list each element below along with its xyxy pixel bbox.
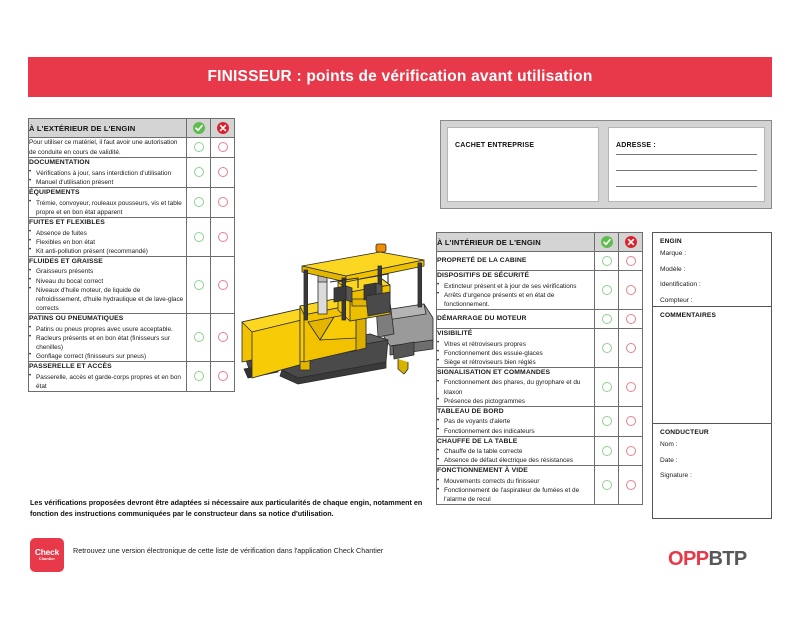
- checklist-bullet: • Arrêts d'urgence présents et en état de fonctionnement.: [437, 291, 594, 309]
- checklist-bullet: • Pas de voyants d'alerte: [437, 417, 594, 426]
- table-row: [437, 367, 643, 406]
- circle-not-ok-icon[interactable]: [626, 256, 636, 266]
- checkbox-not-ok[interactable]: [211, 188, 235, 218]
- conducteur-field-nom[interactable]: Nom :: [660, 441, 678, 448]
- table-row: [29, 158, 235, 188]
- adresse-line-1: [616, 154, 757, 155]
- table-row: [437, 252, 643, 271]
- checklist-bullet: • Kit anti-pollution présent (recommandé): [29, 247, 186, 256]
- checklist-bullet: • Flexibles en bon état: [29, 238, 186, 247]
- checklist-intro-text: Pour utiliser ce matériel, il faut avoir une autorisation de conduite en cours de validité.: [29, 139, 178, 156]
- checkbox-not-ok[interactable]: [619, 271, 643, 310]
- checkbox-ok[interactable]: [595, 406, 619, 436]
- checklist-bullet: • Mouvements corrects du finisseur: [437, 477, 594, 486]
- checkbox-ok[interactable]: [595, 328, 619, 367]
- table-row: [29, 188, 235, 218]
- checkbox-not-ok[interactable]: [211, 256, 235, 313]
- checklist-section-title: FONCTIONNEMENT À VIDE: [437, 467, 528, 475]
- checkbox-ok[interactable]: [187, 217, 211, 256]
- checkbox-ok[interactable]: [187, 158, 211, 188]
- checklist-bullet: • Niveaux d'huile moteur, de liquide de refroidissement, d'huile hydraulique et de lave-glace corrects: [29, 286, 186, 313]
- checklist-section-title: ÉQUIPEMENTS: [29, 189, 80, 197]
- circle-not-ok-icon[interactable]: [626, 446, 636, 456]
- circle-not-ok-icon[interactable]: [218, 332, 228, 342]
- circle-ok-icon[interactable]: [602, 480, 612, 490]
- checklist-bullet: • Chauffe de la table correcte: [437, 447, 594, 456]
- circle-ok-icon[interactable]: [602, 285, 612, 295]
- circle-not-ok-icon[interactable]: [218, 280, 228, 290]
- checkbox-not-ok[interactable]: [619, 252, 643, 271]
- checklist-bullet-list: [29, 373, 186, 391]
- conducteur-field-date[interactable]: Date :: [660, 456, 678, 464]
- page-banner: [28, 57, 772, 97]
- checklist-item-cell: [437, 309, 595, 328]
- checklist-bullet-list: [437, 417, 594, 435]
- checklist-item-cell: [29, 256, 187, 313]
- adresse-label: ADRESSE :: [616, 142, 656, 149]
- checklist-section-title: FLUIDES ET GRAISSE: [29, 257, 103, 265]
- checklist-item-cell: [29, 313, 187, 361]
- header-no-icon-cell: [211, 119, 235, 138]
- header-no-icon-cell: [619, 233, 643, 252]
- checklist-bullet: • Manuel d'utilisation présent: [29, 178, 186, 187]
- checklist-bullet: • Fonctionnement des indicateurs: [437, 427, 594, 436]
- checklist-item-cell: [437, 367, 595, 406]
- checklist-bullet-list: [29, 199, 186, 217]
- engin-field-marque[interactable]: Marque :: [660, 250, 687, 257]
- checkbox-ok[interactable]: [187, 138, 211, 158]
- circle-ok-icon[interactable]: [194, 280, 204, 290]
- checklist-bullet-list: [437, 378, 594, 405]
- adresse-line-2: [616, 170, 757, 171]
- checklist-bullet: • Absence de défaut électrique des résistances: [437, 456, 594, 465]
- check-chantier-logo-icon[interactable]: [30, 538, 64, 572]
- checklist-item-cell: [437, 271, 595, 310]
- table-row: [437, 466, 643, 505]
- checklist-section-title: DISPOSITIFS DE SÉCURITÉ: [437, 272, 530, 279]
- cachet-entreprise-box[interactable]: [447, 127, 599, 202]
- table-row: [29, 256, 235, 313]
- checkbox-not-ok[interactable]: [619, 436, 643, 466]
- company-stamp-panel: [440, 120, 772, 209]
- checklist-bullet-list: [29, 229, 186, 256]
- checklist-bullet: • Racleurs présents et en bon état (finisseurs sur chenilles): [29, 334, 186, 352]
- table-row: [29, 313, 235, 361]
- checklist-bullet: • Patins ou pneus propres avec usure acceptable.: [29, 325, 186, 334]
- checkbox-ok[interactable]: [595, 367, 619, 406]
- adresse-box[interactable]: [608, 127, 765, 202]
- table-row: [437, 309, 643, 328]
- checkbox-ok[interactable]: [595, 252, 619, 271]
- table-row: [437, 406, 643, 436]
- finisseur-illustration: [238, 222, 436, 397]
- checklist-bullet: • Vérifications à jour, sans interdiction d'utilisation: [29, 169, 186, 178]
- checklist-item-cell: [29, 138, 187, 158]
- table-header-row: [437, 233, 643, 252]
- circle-ok-icon[interactable]: [602, 314, 612, 324]
- table-row: [29, 361, 235, 391]
- adresse-line-3: [616, 186, 757, 187]
- circle-ok-icon[interactable]: [194, 371, 204, 381]
- circle-ok-icon[interactable]: [194, 332, 204, 342]
- paver-machine-icon: [238, 222, 436, 397]
- check-logo-line1: Check: [34, 547, 60, 558]
- interior-table-body: [437, 252, 643, 505]
- checklist-section-title: TABLEAU DE BORD: [437, 407, 504, 415]
- table-row: [437, 328, 643, 367]
- circle-ok-icon[interactable]: [194, 142, 204, 152]
- checklist-bullet-list: [437, 447, 594, 465]
- oppbtp-logo-gray: BTP: [708, 548, 747, 570]
- checkbox-ok[interactable]: [187, 361, 211, 391]
- check-icon: [193, 122, 205, 134]
- checkbox-not-ok[interactable]: [211, 138, 235, 158]
- circle-not-ok-icon[interactable]: [218, 167, 228, 177]
- checklist-bullet-list: [29, 267, 186, 312]
- checklist-bullet-list: [29, 169, 186, 187]
- commentaires-block[interactable]: [653, 307, 771, 424]
- circle-not-ok-icon[interactable]: [626, 416, 636, 426]
- checklist-section-title: DOCUMENTATION: [29, 159, 90, 167]
- checkbox-ok[interactable]: [187, 188, 211, 218]
- checklist-item-cell: [437, 406, 595, 436]
- checklist-item-cell: [437, 328, 595, 367]
- table-row: [437, 436, 643, 466]
- circle-ok-icon[interactable]: [602, 343, 612, 353]
- circle-not-ok-icon[interactable]: [626, 480, 636, 490]
- checklist-section-title: DÉMARRAGE DU MOTEUR: [437, 314, 527, 322]
- close-icon: [217, 122, 229, 134]
- checkbox-ok[interactable]: [595, 309, 619, 328]
- interior-checklist-table: [436, 232, 643, 505]
- circle-ok-icon[interactable]: [602, 382, 612, 392]
- circle-not-ok-icon[interactable]: [218, 371, 228, 381]
- table-row: [29, 138, 235, 158]
- checklist-section-title: PROPRETÉ DE LA CABINE: [437, 256, 527, 264]
- footer-disclaimer: Les vérifications proposées devront être adaptées si nécessaire aux particularités de chaque engin, notamment en fonction des instructions communiquées par le constructeur dans sa notice d'utilisation.: [30, 498, 423, 518]
- checklist-bullet: • Gonflage correct (finisseurs sur pneus): [29, 352, 186, 361]
- checklist-bullet-list: [437, 340, 594, 367]
- checklist-bullet: • Trémie, convoyeur, rouleaux pousseurs, vis et table propre et en bon état apparent: [29, 199, 186, 217]
- checklist-item-cell: [29, 158, 187, 188]
- engin-title: ENGIN: [660, 238, 682, 245]
- checklist-item-cell: [437, 466, 595, 505]
- checkbox-not-ok[interactable]: [211, 217, 235, 256]
- checklist-item-cell: [29, 217, 187, 256]
- checklist-item-cell: [437, 252, 595, 271]
- conducteur-field-signature[interactable]: Signature :: [660, 472, 692, 479]
- checklist-bullet: • Siège et rétroviseurs bien réglés: [437, 358, 594, 367]
- checklist-bullet: • Fonctionnement des phares, du gyrophare et du klaxon: [437, 378, 594, 396]
- table-row: [29, 217, 235, 256]
- checkbox-ok[interactable]: [187, 313, 211, 361]
- checkbox-not-ok[interactable]: [619, 309, 643, 328]
- checklist-bullet: • Vitres et rétroviseurs propres: [437, 340, 594, 349]
- circle-not-ok-icon[interactable]: [626, 343, 636, 353]
- checklist-bullet: • Absence de fuites: [29, 229, 186, 238]
- checklist-item-cell: [437, 436, 595, 466]
- checklist-section-title: PATINS OU PNEUMATIQUES: [29, 314, 124, 322]
- circle-not-ok-icon[interactable]: [626, 285, 636, 295]
- checkbox-not-ok[interactable]: [211, 361, 235, 391]
- exterior-table-body: [29, 138, 235, 392]
- oppbtp-logo-red: OPP: [668, 548, 709, 570]
- engin-block: [653, 233, 771, 307]
- commentaires-title: COMMENTAIRES: [660, 312, 717, 319]
- checklist-bullet: • Graisseurs présents: [29, 267, 186, 276]
- circle-ok-icon[interactable]: [602, 446, 612, 456]
- table-row: [437, 271, 643, 310]
- checkbox-not-ok[interactable]: [619, 328, 643, 367]
- checkbox-ok[interactable]: [187, 256, 211, 313]
- header-ok-icon-cell: [187, 119, 211, 138]
- check-icon: [601, 236, 613, 248]
- checkbox-ok[interactable]: [595, 466, 619, 505]
- circle-ok-icon[interactable]: [194, 232, 204, 242]
- checklist-item-cell: [29, 188, 187, 218]
- checklist-bullet: • Passerelle, accès et garde-corps propres et en bon état: [29, 373, 186, 391]
- checkbox-ok[interactable]: [595, 436, 619, 466]
- check-chantier-promo: [30, 538, 440, 572]
- checklist-bullet: • Fonctionnement de l'aspirateur de fumées et de l'alarme de recul: [437, 486, 594, 504]
- interior-table-title: À L'INTÉRIEUR DE L'ENGIN: [437, 233, 595, 252]
- circle-ok-icon[interactable]: [194, 197, 204, 207]
- conducteur-title: CONDUCTEUR: [660, 429, 709, 436]
- circle-not-ok-icon[interactable]: [626, 314, 636, 324]
- conducteur-block: [653, 424, 771, 518]
- table-header-row: [29, 119, 235, 138]
- checklist-section-title: CHAUFFE DE LA TABLE: [437, 437, 518, 445]
- circle-ok-icon[interactable]: [194, 167, 204, 177]
- close-icon: [625, 236, 637, 248]
- circle-not-ok-icon[interactable]: [218, 197, 228, 207]
- checkbox-not-ok[interactable]: [211, 313, 235, 361]
- checklist-bullet: • Niveau du bocal correct: [29, 277, 186, 286]
- circle-not-ok-icon[interactable]: [218, 232, 228, 242]
- oppbtp-logo: [668, 548, 747, 571]
- engin-field-identification[interactable]: Identification :: [660, 281, 701, 288]
- checklist-section-title: PASSERELLE ET ACCÈS: [29, 362, 112, 370]
- check-logo-line2: Chantier: [38, 557, 56, 562]
- check-chantier-text: Retrouvez une version électronique de cette liste de vérification dans l'application Check Chantier: [73, 546, 384, 555]
- checklist-section-title: SIGNALISATION ET COMMANDES: [437, 368, 551, 376]
- circle-not-ok-icon[interactable]: [218, 142, 228, 152]
- checklist-bullet-list: [29, 325, 186, 361]
- checklist-item-cell: [29, 361, 187, 391]
- checklist-bullet-list: [437, 477, 594, 504]
- checkbox-not-ok[interactable]: [211, 158, 235, 188]
- checkbox-not-ok[interactable]: [619, 406, 643, 436]
- checkbox-not-ok[interactable]: [619, 367, 643, 406]
- checklist-section-title: VISIBILITÉ: [437, 329, 473, 337]
- cachet-entreprise-label: CACHET ENTREPRISE: [455, 142, 535, 149]
- checkbox-not-ok[interactable]: [619, 466, 643, 505]
- checklist-bullet: • Extincteur présent et à jour de ses vérifications: [437, 282, 594, 291]
- engin-field-compteur[interactable]: Compteur :: [660, 296, 693, 304]
- exterior-checklist-table: [28, 118, 235, 392]
- exterior-table-title: À L'EXTÉRIEUR DE L'ENGIN: [29, 119, 187, 138]
- circle-ok-icon[interactable]: [602, 416, 612, 426]
- adresse-writing-lines: [616, 154, 757, 202]
- page-title: FINISSEUR : points de vérification avant utilisation: [207, 68, 593, 85]
- checklist-bullet-list: [437, 282, 594, 309]
- machine-info-column: [652, 232, 772, 519]
- checklist-bullet: • Fonctionnement des essuie-glaces: [437, 349, 594, 358]
- circle-ok-icon[interactable]: [602, 256, 612, 266]
- checkbox-ok[interactable]: [595, 271, 619, 310]
- engin-field-modele[interactable]: Modèle :: [660, 265, 686, 273]
- checklist-section-title: FUITES ET FLEXIBLES: [29, 218, 105, 226]
- header-ok-icon-cell: [595, 233, 619, 252]
- circle-not-ok-icon[interactable]: [626, 382, 636, 392]
- checklist-bullet: • Présence des pictogrammes: [437, 397, 594, 406]
